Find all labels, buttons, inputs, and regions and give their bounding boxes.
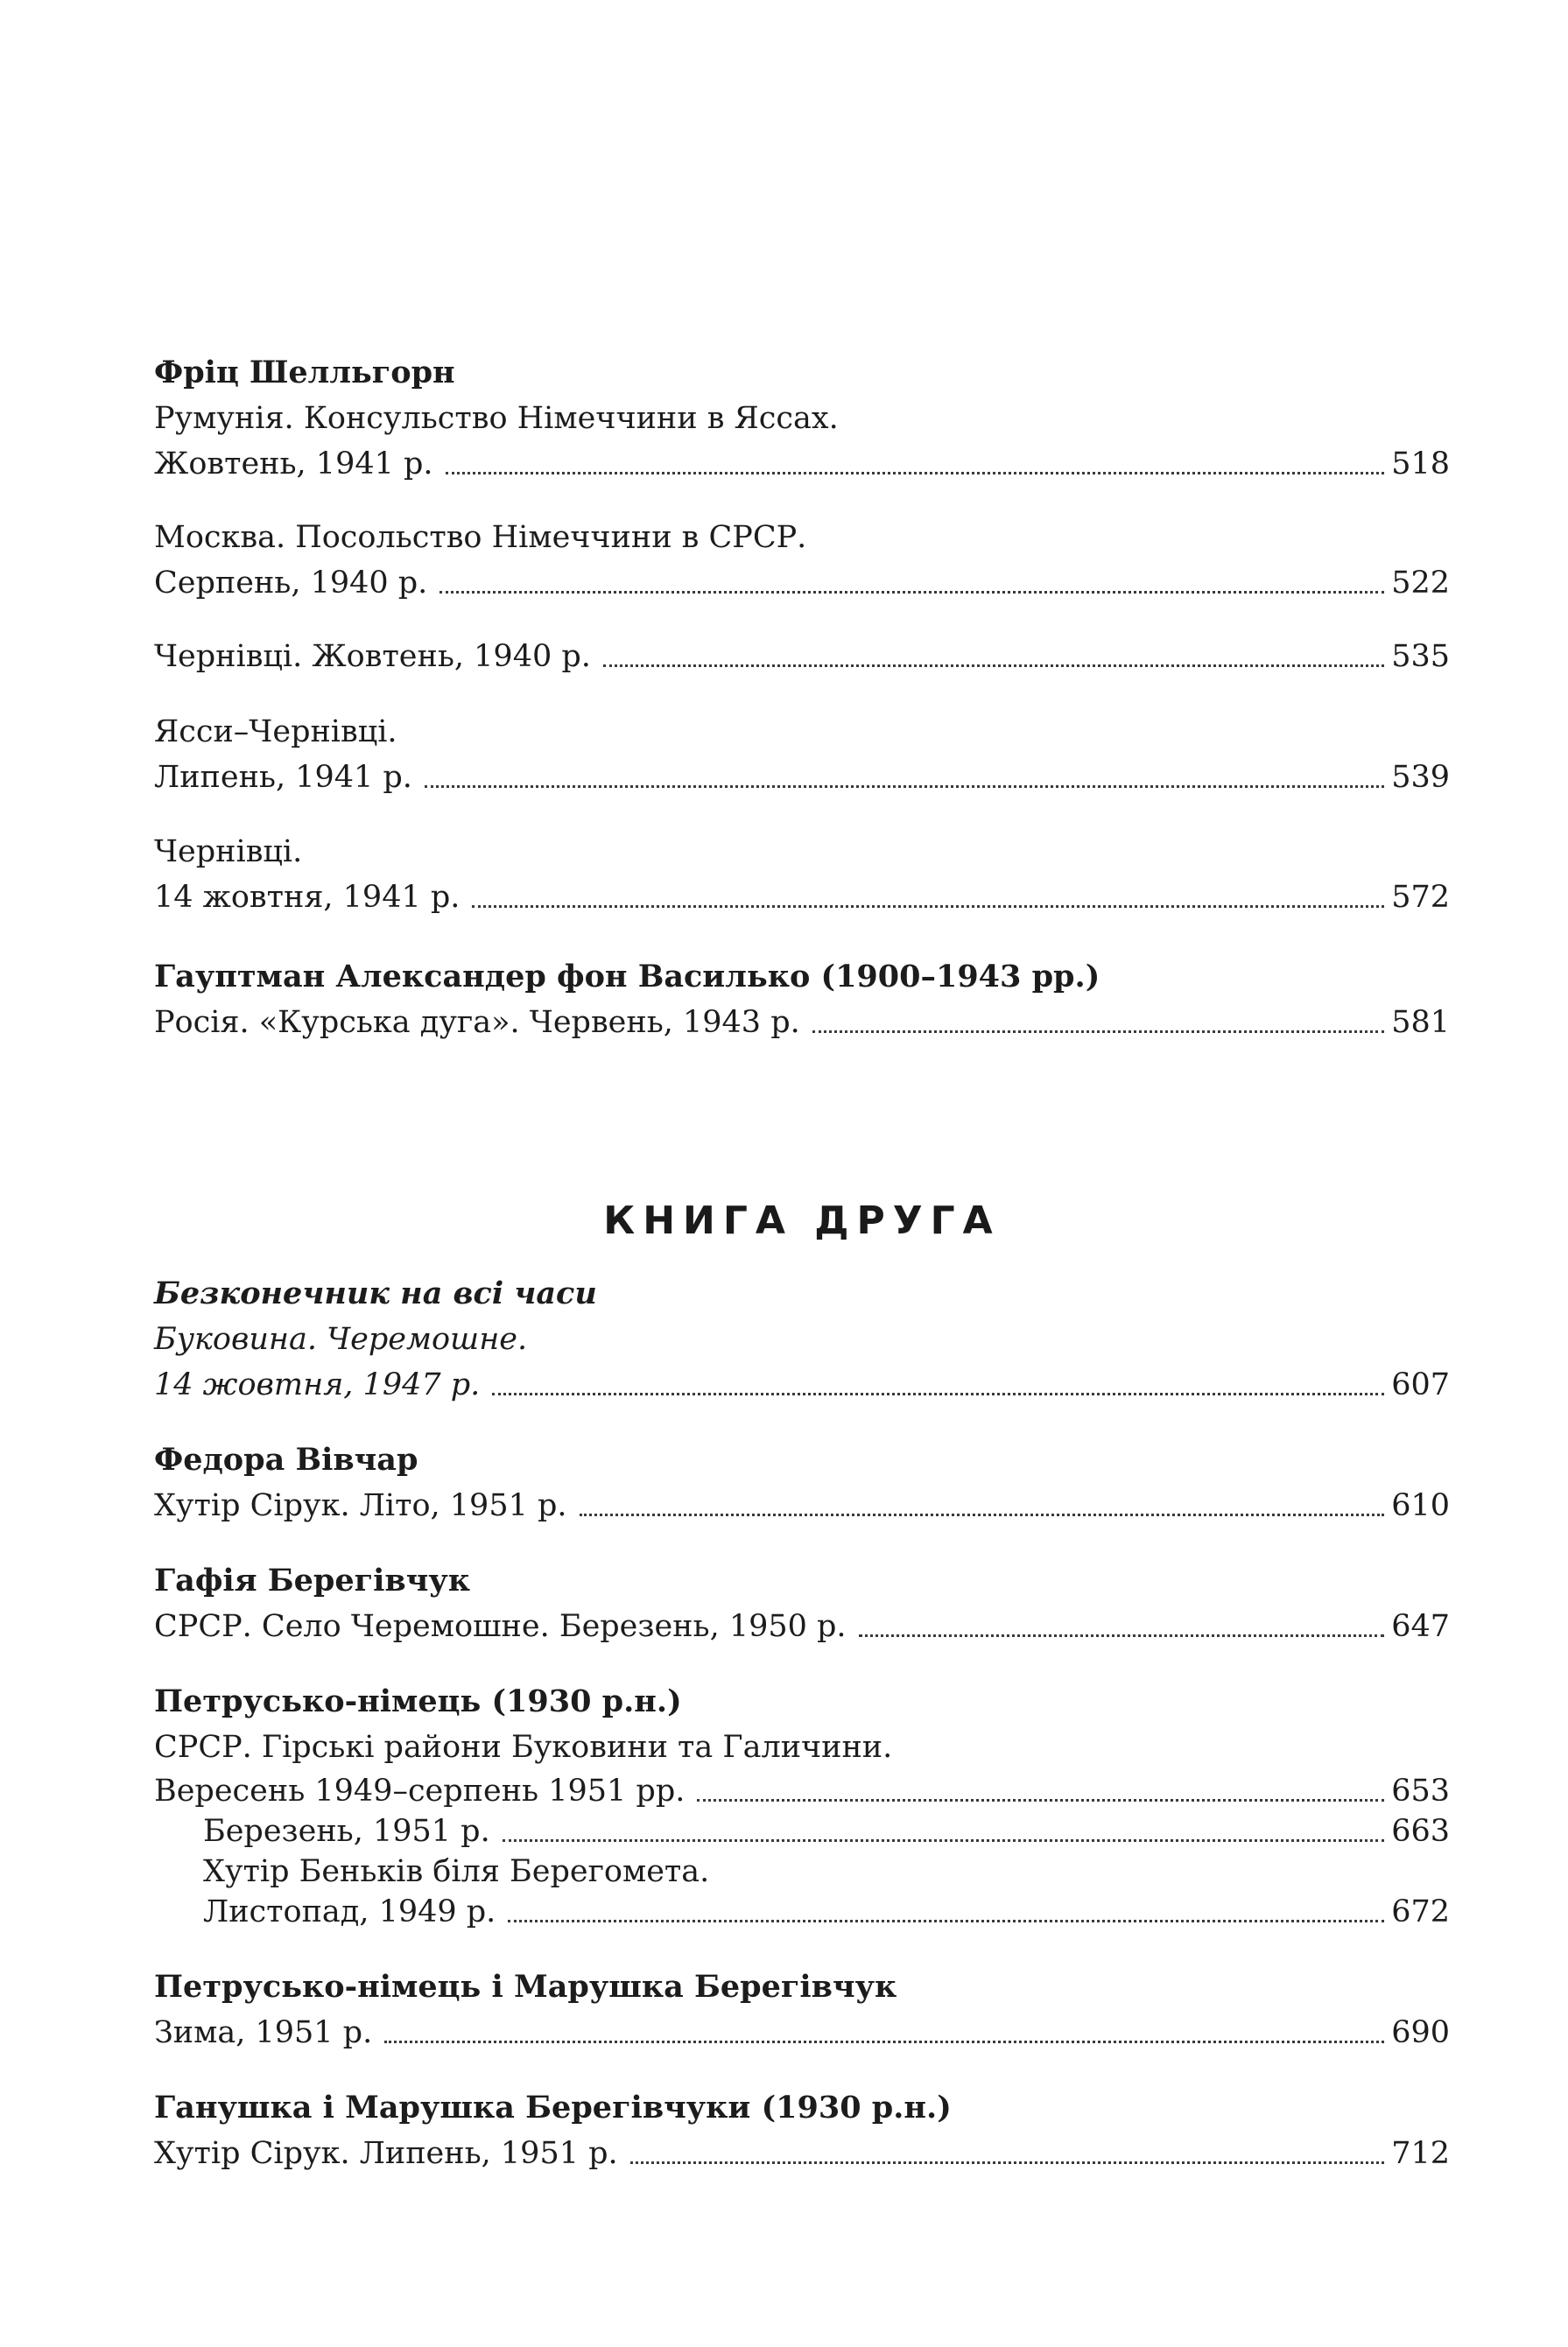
page-number: 653 <box>1391 1774 1450 1809</box>
toc-entry <box>154 1362 1450 1408</box>
entry-location: СРСР. Гірські райони Буковини та Галичини. <box>154 1730 893 1765</box>
entry-date: Серпень, 1940 р. <box>154 566 428 601</box>
page-number: 535 <box>1391 639 1450 674</box>
dot-leader <box>859 1634 1385 1637</box>
entry-date: Росія. «Курська дуга». Червень, 1943 р. <box>154 1005 800 1040</box>
dot-leader <box>446 471 1385 474</box>
entry-date: Зима, 1951 р. <box>154 2015 373 2050</box>
dot-leader <box>508 1919 1384 1922</box>
section-heading: Ганушка і Марушка Берегівчуки (1930 р.н.) <box>154 2090 952 2126</box>
dot-leader <box>630 2161 1385 2164</box>
entry-location: Ясси–Чернівці. <box>154 714 397 749</box>
dot-leader <box>492 1392 1384 1395</box>
dot-leader <box>812 1029 1384 1033</box>
dot-leader <box>603 664 1384 667</box>
dot-leader <box>425 784 1384 788</box>
toc-entry <box>154 875 1450 920</box>
section-heading: Гауптман Александер фон Василько (1900–1943 рр.) <box>154 959 1100 994</box>
entry-location: Москва. Посольство Німеччини в СРСР. <box>154 520 807 555</box>
toc-entry <box>154 560 1450 606</box>
dot-leader <box>472 904 1384 908</box>
toc-entry <box>154 1604 1450 1649</box>
entry-date: Листопад, 1949 р. <box>203 1894 496 1929</box>
toc-subentry <box>203 1889 1450 1935</box>
page-number: 539 <box>1391 760 1450 795</box>
dot-leader <box>697 1798 1384 1802</box>
entry-date: 14 жовтня, 1941 р. <box>154 880 461 915</box>
section-heading: Фріц Шелльгорн <box>154 355 455 390</box>
entry-date: СРСР. Село Черемошне. Березень, 1950 р. <box>154 1609 847 1644</box>
page-number: 610 <box>1391 1488 1450 1523</box>
entry-date: 14 жовтня, 1947 р. <box>154 1367 481 1402</box>
section-heading: Федора Вівчар <box>154 1442 418 1478</box>
entry-date: Березень, 1951 р. <box>203 1814 490 1849</box>
section-heading: Петрусько-німець (1930 р.н.) <box>154 1683 682 1719</box>
toc-entry <box>154 441 1450 487</box>
page-number: 581 <box>1391 1005 1450 1040</box>
dot-leader <box>580 1513 1385 1516</box>
toc-entry <box>154 1768 1450 1814</box>
section-heading: Безконечник на всі часи <box>154 1275 597 1311</box>
toc-entry <box>154 634 1450 679</box>
toc-entry <box>154 2131 1450 2176</box>
dot-leader <box>439 590 1384 594</box>
dot-leader <box>503 1838 1384 1842</box>
entry-date: Липень, 1941 р. <box>154 760 412 795</box>
entry-location: Буковина. Черемошне. <box>154 1322 528 1357</box>
entry-date: Хутір Сірук. Липень, 1951 р. <box>154 2136 618 2171</box>
book-title: КНИГА ДРУГА <box>603 1198 1001 1243</box>
page-number: 712 <box>1391 2136 1450 2171</box>
entry-location: Румунія. Консульство Німеччини в Яссах. <box>154 401 839 436</box>
page-number: 647 <box>1391 1609 1450 1644</box>
page-number: 572 <box>1391 880 1450 915</box>
toc-entry <box>154 755 1450 800</box>
entry-date: Хутір Сірук. Літо, 1951 р. <box>154 1488 567 1523</box>
toc-entry <box>154 2010 1450 2055</box>
entry-location: Чернівці. <box>154 834 303 869</box>
entry-date: Жовтень, 1941 р. <box>154 446 433 481</box>
page-number: 672 <box>1391 1894 1450 1929</box>
page-number: 607 <box>1391 1367 1450 1402</box>
entry-location: Хутір Беньків біля Берегомета. <box>203 1854 710 1889</box>
table-of-contents <box>154 0 1450 2347</box>
page-number: 522 <box>1391 566 1450 601</box>
entry-date: Чернівці. Жовтень, 1940 р. <box>154 639 591 674</box>
toc-entry <box>154 1483 1450 1528</box>
page-number: 518 <box>1391 446 1450 481</box>
entry-date: Вересень 1949–серпень 1951 рр. <box>154 1774 686 1809</box>
page-number: 690 <box>1391 2015 1450 2050</box>
toc-subentry <box>203 1809 1450 1854</box>
section-heading: Гафія Берегівчук <box>154 1563 471 1599</box>
section-heading: Петрусько-німець і Марушка Берегівчук <box>154 1969 897 2005</box>
dot-leader <box>384 2040 1384 2043</box>
toc-entry <box>154 1000 1450 1045</box>
page-number: 663 <box>1391 1814 1450 1849</box>
